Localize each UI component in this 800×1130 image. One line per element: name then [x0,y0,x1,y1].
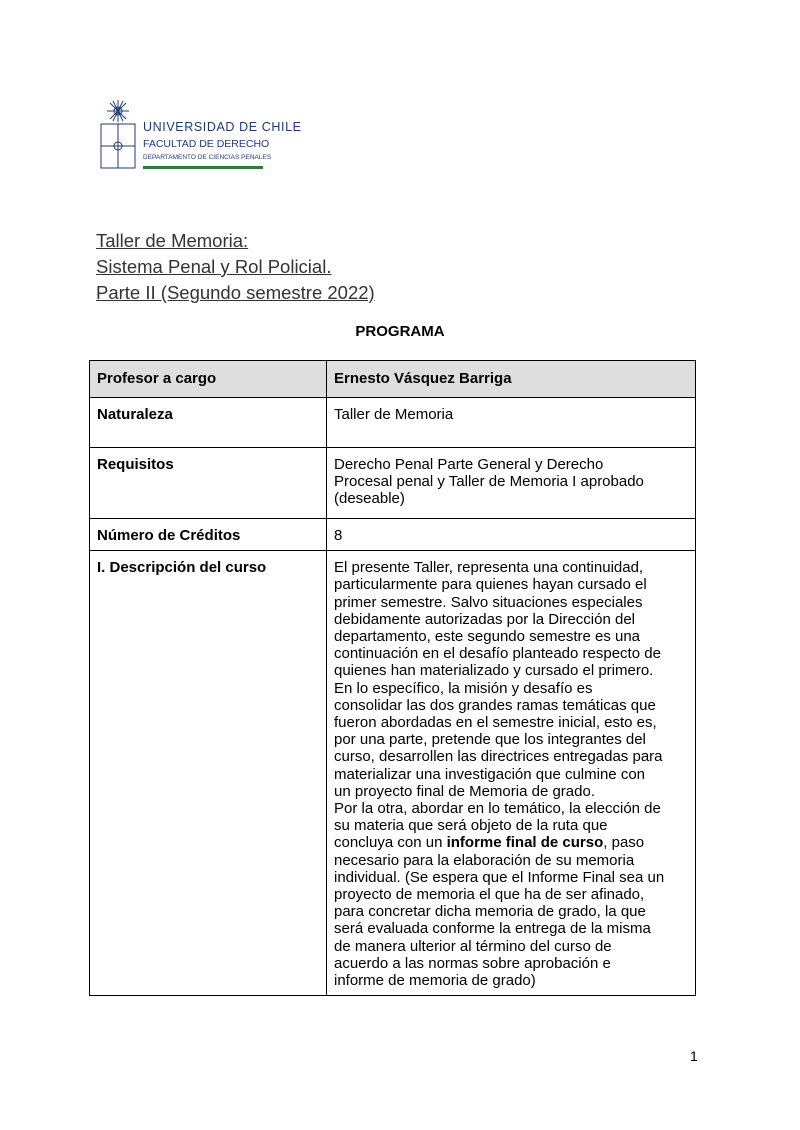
cell-value [327,519,696,551]
page-number: 1 [690,1048,698,1064]
text-line: Procesal penal y Taller de Memoria I aprobado [334,473,644,491]
bold-text: informe final de curso [446,834,604,852]
cell-label: Profesor a cargo [90,361,327,398]
document-title [96,228,375,306]
text-line: materializar una investigación que culmine con [334,765,646,783]
text-line: quienes han materializado y cursado el primero. [334,662,654,680]
text-line: El presente Taller, representa una continuidad, [334,559,644,577]
text-line: proyecto de memoria el que ha de ser afinado, [334,886,645,904]
text-line: individual. (Se espera que el Informe Final sea un [334,868,665,886]
cell-value: Ernesto Vásquez Barriga [327,361,696,398]
cell-label: Requisitos [90,448,327,519]
cell-label: Naturaleza [90,398,327,448]
text-line: debidamente autorizadas por la Dirección del [334,610,636,628]
table-row [90,551,696,996]
table-row [90,361,696,398]
university-name: UNIVERSIDAD DE CHILE [143,120,302,134]
text-line: primer semestre. Salvo situaciones especiales [334,593,643,611]
description-cell [327,551,696,996]
table-row [90,448,696,519]
table-row [90,519,696,551]
cell-label: Número de Créditos [90,519,327,551]
cell-label: I. Descripción del curso [90,551,327,996]
text-line: curso, desarrollen las directrices entregadas para [334,748,663,766]
text-line: acuerdo a las normas sobre aprobación e [334,954,611,972]
faculty-name: FACULTAD DE DERECHO [143,138,270,150]
title-line: Parte II (Segundo semestre 2022) [96,282,375,303]
university-crest-icon [98,100,138,172]
program-table [89,360,696,996]
text-line: departamento, este segundo semestre es una [334,628,641,646]
text-line: Derecho Penal Parte General y Derecho [334,456,604,473]
table-row [90,398,696,448]
text-line: su materia que será objeto de la ruta que [334,817,608,835]
text-line: Por la otra, abordar en lo temático, la elección de [334,800,661,818]
text-line: consolidar las dos grandes ramas temáticas que [334,696,656,714]
text-line: de manera ulterior al término del curso de [334,937,612,955]
text-line: para concretar dicha memoria de grado, la que [334,903,646,921]
text-segment: concluya con un [334,834,447,852]
logo-divider [143,166,263,169]
text-line: necesario para la elaboración de su memoria [334,851,635,869]
text-line: Taller de Memoria [334,406,454,423]
text-line: por una parte, pretende que los integrantes del [334,731,646,749]
cell-value [327,398,696,448]
text-line [334,834,688,851]
section-heading: PROGRAMA [355,323,445,340]
text-line: informe de memoria de grado) [334,972,536,990]
cell-value [327,448,696,519]
text-line: particularmente para quienes hayan cursado el [334,576,647,594]
text-line: fueron abordadas en el semestre inicial, esto es, [334,714,657,732]
text-line: un proyecto final de Memoria de grado. [334,782,595,800]
text-line: (deseable) [334,490,405,508]
text-line: continuación en el desafío planteado respecto de [334,645,661,663]
department-name: DEPARTAMENTO DE CIENCIAS PENALES [143,154,272,161]
text-line: En lo específico, la misión y desafío es [334,679,593,697]
title-line: Taller de Memoria: [96,230,249,251]
text-segment: , paso [603,834,645,852]
university-logo [98,100,308,174]
title-line: Sistema Penal y Rol Policial. [96,256,332,277]
text-line: 8 [334,527,343,544]
text-line: será evaluada conforme la entrega de la misma [334,920,651,938]
